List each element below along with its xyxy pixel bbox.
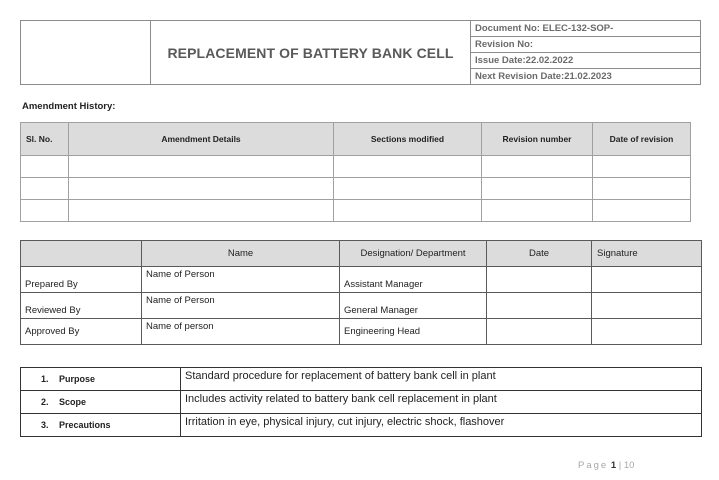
column-header: Name xyxy=(142,241,340,267)
amendment-history-table xyxy=(20,122,691,222)
section-label xyxy=(21,368,181,391)
column-header: Date xyxy=(487,241,592,267)
table-cell xyxy=(69,200,334,222)
table-cell xyxy=(21,178,69,200)
table-cell xyxy=(21,200,69,222)
signature-cell xyxy=(592,267,702,293)
table-cell xyxy=(593,200,691,222)
table-header-row xyxy=(21,241,702,267)
total-pages: 10 xyxy=(623,460,635,471)
column-header: Revision number xyxy=(482,123,593,156)
logo-placeholder xyxy=(21,21,151,85)
section-name: Purpose xyxy=(59,374,96,384)
procedure-sections-table xyxy=(20,367,702,437)
table-row xyxy=(21,293,702,319)
amendment-history-label: Amendment History: xyxy=(22,101,116,112)
section-name: Precautions xyxy=(59,420,111,430)
table-cell xyxy=(482,200,593,222)
section-text: Irritation in eye, physical injury, cut injury, electric shock, flashover xyxy=(181,414,702,437)
section-label xyxy=(21,414,181,437)
document-header xyxy=(20,20,701,85)
section-name: Scope xyxy=(59,397,87,407)
table-cell xyxy=(482,178,593,200)
section-text: Includes activity related to battery bank cell replacement in plant xyxy=(181,391,702,414)
designation-cell: General Manager xyxy=(340,293,487,319)
section-number: 2. xyxy=(41,397,49,407)
role-cell: Reviewed By xyxy=(21,293,142,319)
name-cell: Name of Person xyxy=(142,293,340,319)
section-text: Standard procedure for replacement of battery bank cell in plant xyxy=(181,368,702,391)
table-row xyxy=(21,267,702,293)
table-row xyxy=(21,200,691,222)
table-cell xyxy=(482,156,593,178)
document-number: Document No: ELEC-132-SOP- xyxy=(471,21,701,37)
role-cell: Prepared By xyxy=(21,267,142,293)
table-cell xyxy=(69,178,334,200)
column-header: Designation/ Department xyxy=(340,241,487,267)
table-cell xyxy=(593,178,691,200)
designation-cell: Assistant Manager xyxy=(340,267,487,293)
issue-date: Issue Date:22.02.2022 xyxy=(471,53,701,69)
column-header: Sections modified xyxy=(334,123,482,156)
document-title: REPLACEMENT OF BATTERY BANK CELL xyxy=(151,21,471,85)
column-header: Amendment Details xyxy=(69,123,334,156)
table-cell xyxy=(334,156,482,178)
table-header-row xyxy=(21,123,691,156)
designation-cell: Engineering Head xyxy=(340,319,487,345)
table-cell xyxy=(334,178,482,200)
column-header: Date of revision xyxy=(593,123,691,156)
page-word: Page xyxy=(578,460,609,471)
table-cell xyxy=(69,156,334,178)
page-separator: | xyxy=(618,460,622,471)
revision-number: Revision No: xyxy=(471,37,701,53)
date-cell xyxy=(487,267,592,293)
table-row xyxy=(21,156,691,178)
role-cell: Approved By xyxy=(21,319,142,345)
table-row xyxy=(21,178,691,200)
column-header: Sl. No. xyxy=(21,123,69,156)
signature-cell xyxy=(592,293,702,319)
name-cell: Name of person xyxy=(142,319,340,345)
section-number: 1. xyxy=(41,374,49,384)
section-row-precautions xyxy=(21,414,702,437)
signature-cell xyxy=(592,319,702,345)
date-cell xyxy=(487,293,592,319)
column-header: Signature xyxy=(592,241,702,267)
date-cell xyxy=(487,319,592,345)
next-revision-date: Next Revision Date:21.02.2023 xyxy=(471,69,701,85)
approval-table xyxy=(20,240,702,345)
section-row-purpose xyxy=(21,368,702,391)
current-page: 1 xyxy=(610,460,617,471)
column-header xyxy=(21,241,142,267)
section-row-scope xyxy=(21,391,702,414)
page-footer xyxy=(578,460,634,471)
table-row xyxy=(21,319,702,345)
section-label xyxy=(21,391,181,414)
table-cell xyxy=(593,156,691,178)
section-number: 3. xyxy=(41,420,49,430)
table-cell xyxy=(334,200,482,222)
table-cell xyxy=(21,156,69,178)
name-cell: Name of Person xyxy=(142,267,340,293)
